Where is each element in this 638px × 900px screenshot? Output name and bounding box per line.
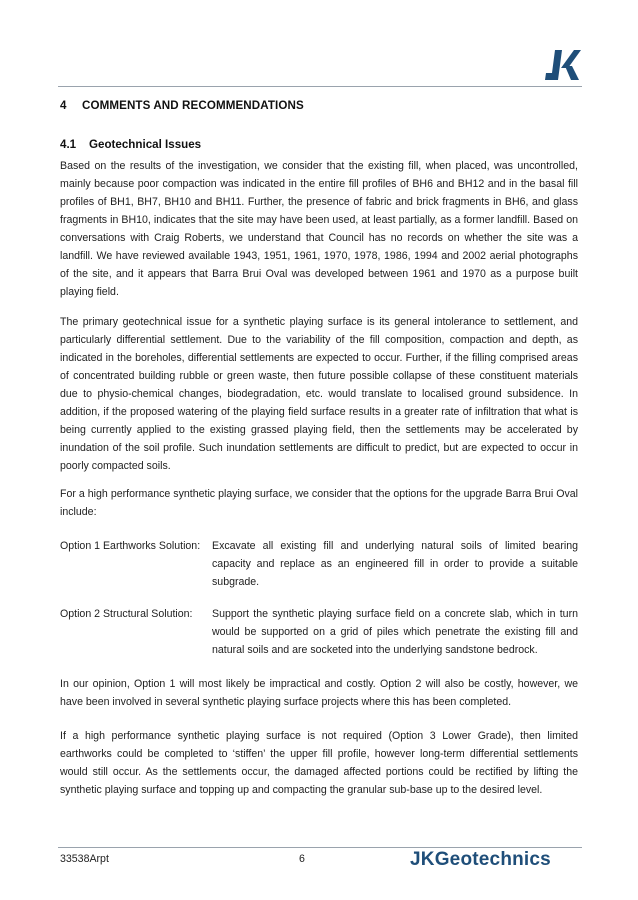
section-heading: [60, 99, 304, 112]
option-1-text: Excavate all existing fill and underlying natural soils of limited bearing capacity and replace as an engineered fill in order to provide a suitable subgrade.: [212, 540, 578, 588]
subsection-title: Geotechnical Issues: [89, 138, 202, 151]
section-title: COMMENTS AND RECOMMENDATIONS: [82, 99, 304, 112]
subsection-number: 4.1: [60, 138, 77, 151]
brand-suffix: Geotechnics: [434, 849, 551, 870]
brand-prefix: JK: [410, 849, 435, 870]
header-divider: [58, 86, 582, 87]
option-2-text: Support the synthetic playing surface field on a concrete slab, which in turn would be supported on a grid of piles which penetrate the existing fill and natural soils and are socketed into the underlying sandstone bedrock.: [212, 608, 578, 656]
jk-logo-icon: [541, 46, 581, 84]
paragraph-options-intro: For a high performance synthetic playing surface, we consider that the options for the upgrade Barra Brui Oval include:: [60, 488, 578, 518]
option-1-label: Option 1 Earthworks Solution:: [60, 540, 201, 552]
footer-page-number: 6: [299, 853, 305, 865]
section-number: 4: [60, 99, 67, 112]
paragraph-opinion: In our opinion, Option 1 will most likely be impractical and costly. Option 2 will also be costly, however, we have been involved in several synthetic playing surface projects where this has been completed.: [60, 678, 578, 708]
paragraph-option-3: If a high performance synthetic playing surface is not required (Option 3 Lower Grade), then limited earthworks could be completed to ‘stiffen’ the upper fill profile, however long-term differential settlements would still occur. As the settlements occur, the damaged affected portions could be rectified by lifting the synthetic playing surface and topping up and compacting the granular sub-base up to the desired level.: [60, 730, 578, 796]
footer-divider: [58, 847, 582, 848]
subsection-heading: [60, 138, 201, 151]
option-2-label: Option 2 Structural Solution:: [60, 608, 193, 620]
footer-brand-logo: [410, 849, 551, 871]
paragraph-fill-findings: Based on the results of the investigation, we consider that the existing fill, when placed, was uncontrolled, mainly because poor compaction was indicated in the entire fill profiles of BH6 and BH12 and in the basal fill profiles of BH1, BH7, BH10 and BH11. Further, the presence of fabric and brick fragments in BH6, and glass fragments in BH10, indicates that the site may have been used, at least partially, as a former landfill. Based on conversations with Craig Roberts, we understand that Council has no records on whether the site was a landfill. We have reviewed available 1943, 1951, 1961, 1970, 1978, 1986, 1994 and 2002 aerial photographs of the site, and it appears that Barra Brui Oval was developed between 1961 and 1970 as a purpose built playing field.: [60, 160, 578, 298]
paragraph-settlement-issue: The primary geotechnical issue for a synthetic playing surface is its general intolerance to settlement, and particularly differential settlement. Due to the variability of the fill composition, compaction and depth, as indicated in the boreholes, differential settlements are expected to occur. Further, if the filling comprised areas of concentrated building rubble or green waste, then future possible collapse of these constituent materials due to physio-chemical changes, biodegradation, etc. would translate to localised ground subsidence. In addition, if the proposed watering of the playing field surface results in a greater rate of infiltration that what is being currently applied to the existing grassed playing field, then the settlements may be accelerated by inundation of the soil profile. Such inundation settlements are difficult to predict, but are expected to occur in poorly compacted soils.: [60, 316, 578, 472]
footer-report-ref: 33538Arpt: [60, 853, 109, 865]
